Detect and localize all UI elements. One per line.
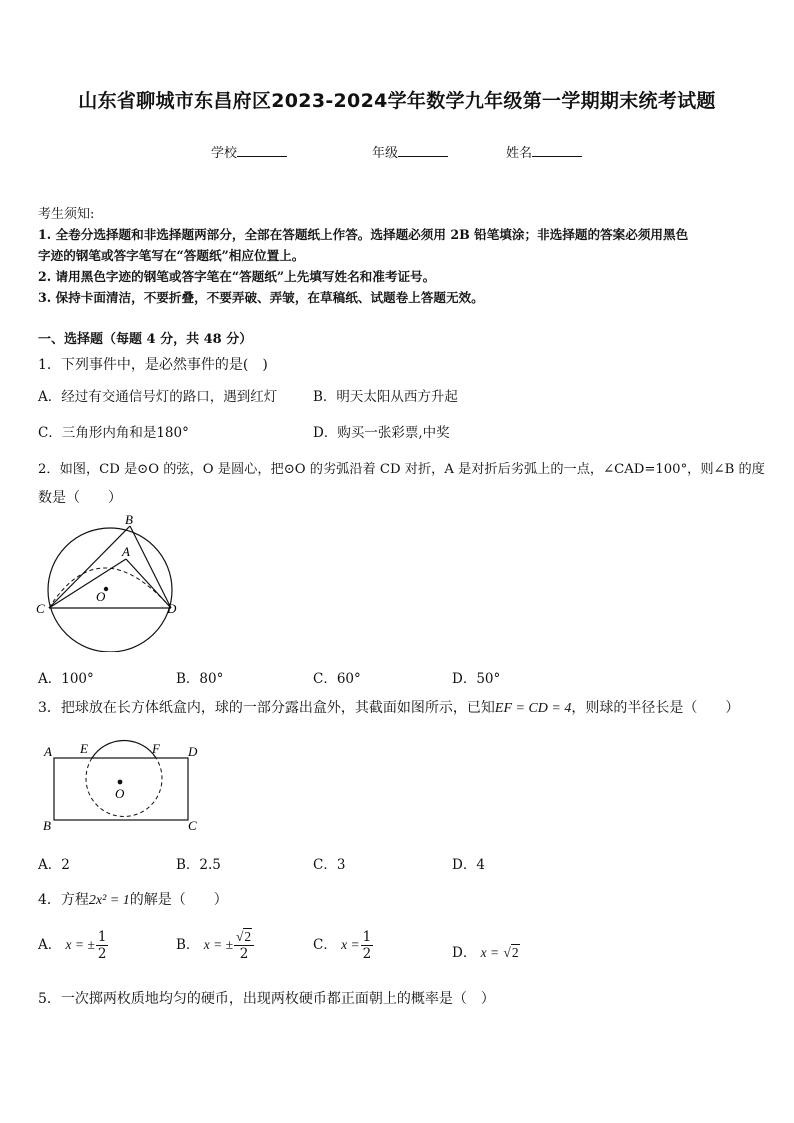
label-b: B xyxy=(43,818,51,833)
q3-option-d: D．4 xyxy=(452,857,485,873)
notice-item-2: 2. 请用黑色字迹的钢笔或答字笔在“答题纸”上先填写姓名和准考证号。 xyxy=(38,269,436,284)
label-c: C xyxy=(36,601,45,616)
notice-heading: 考生须知: xyxy=(38,207,95,222)
q5-stem: 5．一次掷两枚质地均匀的硬币，出现两枚硬币都正面朝上的概率是（ ） xyxy=(38,991,495,1007)
q2-stem-line2: 数是（ ） xyxy=(38,490,122,506)
q4-option-a-label: A． xyxy=(38,937,62,953)
q1-option-d: D．购买一张彩票,中奖 xyxy=(313,425,450,441)
ball-exposed-arc xyxy=(92,740,156,758)
q4-option-a xyxy=(38,929,108,962)
q4-option-c-fraction xyxy=(361,929,374,962)
q4-option-d xyxy=(452,941,520,961)
q4-stem-math: 2x² = 1 xyxy=(88,893,130,908)
q3-stem-suffix: ，则球的半径长是（ ） xyxy=(571,700,740,716)
label-d: D xyxy=(188,744,198,759)
q4-option-c-num: 1 xyxy=(362,929,372,945)
q4-option-d-label: D． xyxy=(452,945,477,961)
segment-ca xyxy=(49,559,126,608)
q4-option-b-num: √2 xyxy=(234,929,254,946)
q4-option-b xyxy=(176,929,254,962)
segment-bd xyxy=(130,526,171,608)
q1-option-a: A．经过有交通信号灯的路口，遇到红灯 xyxy=(38,389,278,405)
q4-option-c xyxy=(313,929,373,962)
grade-field xyxy=(372,142,448,161)
label-o: O xyxy=(115,786,125,801)
q2-stem-line1: 2．如图，CD 是⊙O 的弦，O 是圆心，把⊙O 的劣弧沿着 CD 对折，A 是对折后劣弧上的一点，∠CAD=100°，则∠B 的度 xyxy=(38,462,765,477)
q4-option-b-label: B． xyxy=(176,937,200,953)
q1-option-b: B．明天太阳从西方升起 xyxy=(313,389,458,405)
q4-stem xyxy=(38,889,228,909)
q1-option-c: C．三角形内角和是180° xyxy=(38,425,189,441)
q4-stem-prefix: 4．方程 xyxy=(38,892,89,908)
q3-option-c: C．3 xyxy=(313,857,346,873)
q4-option-c-den: 2 xyxy=(362,946,372,962)
school-label: 学校 xyxy=(211,146,238,161)
label-d: D xyxy=(167,601,177,616)
name-field xyxy=(506,142,582,161)
q3-option-b: B．2.5 xyxy=(176,857,221,873)
section-heading: 一、选择题（每题 4 分，共 48 分） xyxy=(38,332,253,347)
q1-stem: 1．下列事件中，是必然事件的是( ) xyxy=(38,357,268,373)
q4-option-b-fraction xyxy=(234,929,254,962)
notice-item-3: 3. 保持卡面清洁，不要折叠，不要弄破、弄皱，在草稿纸、试题卷上答题无效。 xyxy=(38,290,484,305)
q4-option-a-fraction xyxy=(96,929,109,962)
name-label: 姓名 xyxy=(506,146,533,161)
q3-stem-prefix: 3．把球放在长方体纸盒内，球的一部分露出盒外，其截面如图所示，已知 xyxy=(38,700,495,716)
q4-stem-suffix: 的解是（ ） xyxy=(129,892,228,908)
q4-option-a-var: x = ± xyxy=(65,937,95,952)
notice-item-1-cont: 字迹的钢笔或答字笔写在“答题纸”相应位置上。 xyxy=(38,248,305,263)
q4-option-d-radicand: 2 xyxy=(511,945,519,960)
q4-option-b-den: 2 xyxy=(239,946,249,962)
q4-option-a-num: 1 xyxy=(97,929,107,945)
label-f: F xyxy=(152,741,160,756)
q4-option-a-den: 2 xyxy=(97,946,107,962)
q4-option-b-radicand: 2 xyxy=(244,929,252,944)
label-e: E xyxy=(80,741,88,756)
q4-option-c-var: x = xyxy=(341,937,360,952)
label-o: O xyxy=(96,589,106,604)
q2-option-a: A．100° xyxy=(38,671,94,687)
school-field xyxy=(211,142,287,161)
q4-option-c-label: C． xyxy=(313,937,337,953)
label-a: A xyxy=(122,544,130,559)
q2-circle-figure xyxy=(30,512,190,652)
label-a: A xyxy=(44,744,52,759)
notice-item-1: 1. 全卷分选择题和非选择题两部分，全部在答题纸上作答。选择题必须用 2B 铅笔填涂；非选择题的答案必须用黑色 xyxy=(38,227,689,242)
grade-blank xyxy=(398,144,448,157)
q4-option-d-sqrt: √2 xyxy=(503,945,519,960)
grade-label: 年级 xyxy=(372,146,399,161)
label-b: B xyxy=(125,512,133,527)
q3-option-a: A．2 xyxy=(38,857,70,873)
school-blank xyxy=(237,144,287,157)
segment-ad xyxy=(126,559,171,608)
q2-option-c: C．60° xyxy=(313,671,361,687)
label-c: C xyxy=(188,818,197,833)
name-blank xyxy=(532,144,582,157)
q3-box-figure xyxy=(36,736,216,836)
q3-stem xyxy=(38,697,739,717)
q4-option-d-var: x = xyxy=(480,945,500,960)
q4-option-b-var: x = ± xyxy=(203,937,233,952)
page-title: 山东省聊城市东昌府区2023-2024学年数学九年级第一学期期末统考试题 xyxy=(78,90,716,112)
ball-center-dot xyxy=(118,780,123,785)
q3-stem-math: EF = CD = 4 xyxy=(494,701,572,716)
segment-cb xyxy=(49,526,130,608)
q2-option-d: D．50° xyxy=(452,671,501,687)
q2-option-b: B．80° xyxy=(176,671,224,687)
